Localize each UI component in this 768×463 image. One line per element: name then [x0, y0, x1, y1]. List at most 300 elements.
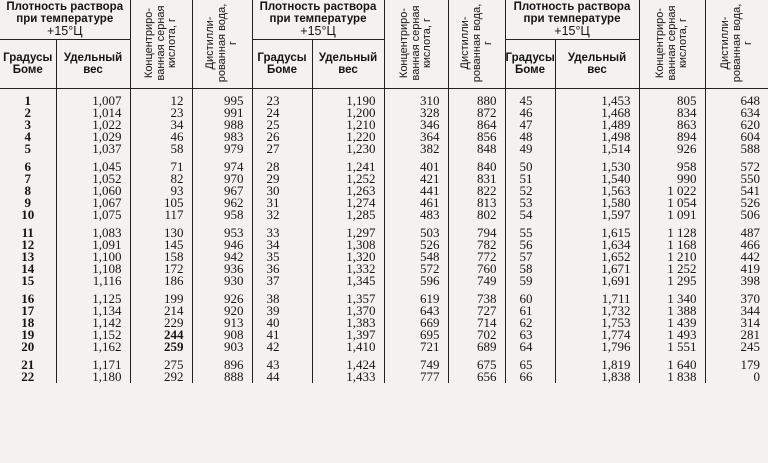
deg-value: 6 — [24, 159, 31, 174]
acid-value: 1 091 — [667, 207, 697, 222]
water-value: 983 — [224, 129, 244, 144]
sg-value: 1,357 — [346, 291, 376, 306]
water-value: 782 — [477, 237, 497, 252]
sg-value: 1,091 — [92, 237, 122, 252]
acid-value: 292 — [164, 369, 184, 384]
water-header-3: Дистилли-рованная вода, г — [705, 0, 768, 89]
deg-value: 59 — [519, 273, 533, 288]
deg-value: 4 — [24, 129, 31, 144]
water-value: 714 — [477, 315, 497, 330]
deg-value: 14 — [21, 261, 35, 276]
deg-value: 53 — [519, 195, 533, 210]
density-header-1: Плотность раствора при температуре +15°Ц — [0, 0, 130, 40]
acid-value: 958 — [677, 159, 697, 174]
deg-value: 46 — [519, 105, 533, 120]
cell-water — [448, 287, 505, 353]
deg-value: 35 — [266, 249, 280, 264]
acid-value: 721 — [420, 339, 440, 354]
water-value: 991 — [224, 105, 244, 120]
deg-value: 65 — [519, 357, 533, 372]
sg-value: 1,753 — [601, 315, 631, 330]
deg-value: 22 — [21, 369, 35, 384]
water-value: 344 — [740, 303, 760, 318]
sg-value: 1,498 — [601, 129, 631, 144]
water-value: 840 — [477, 159, 497, 174]
acid-value: 596 — [420, 273, 440, 288]
cell-sg — [555, 353, 639, 383]
cell-deg — [0, 155, 56, 221]
acid-value: 130 — [164, 225, 184, 240]
deg-value: 48 — [519, 129, 533, 144]
water-value: 930 — [224, 273, 244, 288]
acid-value: 643 — [420, 303, 440, 318]
cell-acid — [130, 155, 192, 221]
cell-water — [192, 353, 252, 383]
acid-value: 117 — [164, 207, 184, 222]
sg-value: 1,142 — [92, 315, 122, 330]
cell-deg — [505, 353, 555, 383]
water-value: 872 — [477, 105, 497, 120]
acid-value: 1 168 — [667, 237, 697, 252]
degrees-header-3: Градусы Боме — [505, 40, 555, 89]
water-value: 970 — [224, 171, 244, 186]
acid-value: 82 — [170, 171, 184, 186]
water-header-2: Дистилли-рованная вода, г — [448, 0, 505, 89]
water-value: 702 — [477, 327, 497, 342]
table-row-block — [0, 155, 768, 221]
water-value: 856 — [477, 129, 497, 144]
acid-value: 346 — [420, 117, 440, 132]
water-value: 958 — [224, 207, 244, 222]
deg-value: 38 — [266, 291, 280, 306]
deg-value: 8 — [24, 183, 31, 198]
acid-value: 695 — [420, 327, 440, 342]
acid-value: 483 — [420, 207, 440, 222]
sg-value: 1,014 — [92, 105, 122, 120]
cell-sg — [56, 287, 130, 353]
sg-value: 1,489 — [601, 117, 631, 132]
acid-value: 1 493 — [667, 327, 697, 342]
deg-value: 39 — [266, 303, 280, 318]
cell-sg — [56, 89, 130, 156]
sg-value: 1,597 — [601, 207, 631, 222]
deg-value: 17 — [21, 303, 35, 318]
cell-acid — [130, 221, 192, 287]
cell-sg — [312, 155, 384, 221]
water-value: 550 — [740, 171, 760, 186]
acid-value: 71 — [170, 159, 184, 174]
acid-value: 1 295 — [667, 273, 697, 288]
deg-value: 55 — [519, 225, 533, 240]
acid-value: 1 551 — [667, 339, 697, 354]
deg-value: 2 — [24, 105, 31, 120]
cell-acid — [130, 353, 192, 383]
deg-value: 26 — [266, 129, 280, 144]
water-value: 506 — [740, 207, 760, 222]
cell-acid — [384, 287, 448, 353]
deg-value: 15 — [21, 273, 35, 288]
acid-value: 777 — [420, 369, 440, 384]
sg-value: 1,345 — [346, 273, 376, 288]
deg-value: 44 — [266, 369, 280, 384]
deg-value: 30 — [266, 183, 280, 198]
sg-value: 1,732 — [601, 303, 631, 318]
water-value: 794 — [477, 225, 497, 240]
sg-value: 1,171 — [92, 357, 122, 372]
deg-value: 49 — [519, 141, 533, 156]
water-value: 541 — [740, 183, 760, 198]
acid-value: 229 — [164, 315, 184, 330]
deg-value: 11 — [21, 225, 34, 240]
water-value: 979 — [224, 141, 244, 156]
sg-value: 1,453 — [601, 93, 631, 108]
water-value: 974 — [224, 159, 244, 174]
sg-value: 1,308 — [346, 237, 376, 252]
sg-value: 1,397 — [346, 327, 376, 342]
acid-value: 548 — [420, 249, 440, 264]
water-value: 727 — [477, 303, 497, 318]
cell-deg — [0, 89, 56, 156]
acid-value: 834 — [677, 105, 697, 120]
water-value: 648 — [740, 93, 760, 108]
acid-value: 572 — [420, 261, 440, 276]
water-value: 813 — [477, 195, 497, 210]
acid-value: 186 — [164, 273, 184, 288]
cell-deg — [252, 287, 312, 353]
sg-value: 1,383 — [346, 315, 376, 330]
water-value: 995 — [224, 93, 244, 108]
acid-value: 1 340 — [667, 291, 697, 306]
deg-value: 3 — [24, 117, 31, 132]
table-row-block — [0, 221, 768, 287]
sg-value: 1,125 — [92, 291, 122, 306]
deg-value: 29 — [266, 171, 280, 186]
sg-value: 1,180 — [92, 369, 122, 384]
deg-value: 25 — [266, 117, 280, 132]
acid-value: 93 — [170, 183, 184, 198]
cell-water — [192, 221, 252, 287]
water-value: 920 — [224, 303, 244, 318]
acid-value: 1 022 — [667, 183, 697, 198]
acid-value: 1 388 — [667, 303, 697, 318]
cell-acid — [384, 353, 448, 383]
cell-sg — [312, 221, 384, 287]
deg-value: 54 — [519, 207, 533, 222]
sg-value: 1,433 — [346, 369, 376, 384]
cell-acid — [130, 287, 192, 353]
acid-value: 23 — [170, 105, 184, 120]
deg-value: 50 — [519, 159, 533, 174]
deg-value: 36 — [266, 261, 280, 276]
acid-value: 1 128 — [667, 225, 697, 240]
table-row-block — [0, 89, 768, 156]
cell-deg — [252, 155, 312, 221]
acid-value: 401 — [420, 159, 440, 174]
deg-value: 23 — [266, 93, 280, 108]
deg-value: 21 — [21, 357, 35, 372]
deg-value: 41 — [266, 327, 280, 342]
cell-water — [705, 89, 768, 156]
water-header-1: Дистилли-рованная вода, г — [192, 0, 252, 89]
acid-value: 441 — [420, 183, 440, 198]
water-value: 675 — [477, 357, 497, 372]
water-value: 988 — [224, 117, 244, 132]
sg-value: 1,285 — [346, 207, 376, 222]
water-value: 634 — [740, 105, 760, 120]
deg-value: 5 — [24, 141, 31, 156]
water-value: 245 — [740, 339, 760, 354]
water-value: 398 — [740, 273, 760, 288]
sg-value: 1,200 — [346, 105, 376, 120]
deg-value: 19 — [21, 327, 35, 342]
water-value: 487 — [740, 225, 760, 240]
sg-value: 1,075 — [92, 207, 122, 222]
acid-value: 805 — [677, 93, 697, 108]
specific-header-3: Удельный вес — [555, 40, 639, 89]
sg-value: 1,029 — [92, 129, 122, 144]
acid-value: 1 252 — [667, 261, 697, 276]
acid-value: 526 — [420, 237, 440, 252]
water-value: 831 — [477, 171, 497, 186]
deg-value: 9 — [24, 195, 31, 210]
cell-sg — [56, 353, 130, 383]
water-value: 0 — [753, 369, 760, 384]
sg-value: 1,711 — [601, 291, 631, 306]
sg-value: 1,540 — [601, 171, 631, 186]
deg-value: 66 — [519, 369, 533, 384]
acid-value: 1 210 — [667, 249, 697, 264]
density-header-2: Плотность раствора при температуре +15°Ц — [252, 0, 384, 40]
acid-value: 34 — [170, 117, 184, 132]
sg-value: 1,615 — [601, 225, 631, 240]
cell-water — [192, 287, 252, 353]
water-value: 656 — [477, 369, 497, 384]
cell-water — [705, 353, 768, 383]
acid-value: 1 054 — [667, 195, 697, 210]
sg-value: 1,022 — [92, 117, 122, 132]
acid-value: 244 — [164, 327, 184, 342]
deg-value: 42 — [266, 339, 280, 354]
deg-value: 28 — [266, 159, 280, 174]
table-row-block — [0, 287, 768, 353]
deg-value: 27 — [266, 141, 280, 156]
acid-value: 421 — [420, 171, 440, 186]
deg-value: 51 — [519, 171, 533, 186]
cell-deg — [0, 353, 56, 383]
acid-value: 364 — [420, 129, 440, 144]
acid-value: 1 640 — [667, 357, 697, 372]
sg-value: 1,370 — [346, 303, 376, 318]
deg-value: 56 — [519, 237, 533, 252]
sg-value: 1,774 — [601, 327, 631, 342]
deg-value: 64 — [519, 339, 533, 354]
water-value: 572 — [740, 159, 760, 174]
deg-value: 61 — [519, 303, 533, 318]
water-value: 588 — [740, 141, 760, 156]
sg-value: 1,796 — [601, 339, 631, 354]
sg-value: 1,652 — [601, 249, 631, 264]
acid-value: 172 — [164, 261, 184, 276]
water-value: 913 — [224, 315, 244, 330]
cell-acid — [130, 89, 192, 156]
cell-deg — [505, 155, 555, 221]
cell-water — [448, 353, 505, 383]
water-value: 903 — [224, 339, 244, 354]
cell-deg — [0, 287, 56, 353]
water-value: 936 — [224, 261, 244, 276]
acid-value: 310 — [420, 93, 440, 108]
cell-acid — [384, 221, 448, 287]
cell-acid — [639, 353, 705, 383]
deg-value: 37 — [266, 273, 280, 288]
deg-value: 62 — [519, 315, 533, 330]
sg-value: 1,060 — [92, 183, 122, 198]
water-value: 370 — [740, 291, 760, 306]
sg-value: 1,424 — [346, 357, 376, 372]
sg-value: 1,052 — [92, 171, 122, 186]
water-value: 442 — [740, 249, 760, 264]
water-value: 281 — [740, 327, 760, 342]
water-value: 419 — [740, 261, 760, 276]
deg-value: 63 — [519, 327, 533, 342]
water-value: 620 — [740, 117, 760, 132]
cell-deg — [0, 221, 56, 287]
cell-water — [448, 155, 505, 221]
sg-value: 1,580 — [601, 195, 631, 210]
water-value: 802 — [477, 207, 497, 222]
water-value: 772 — [477, 249, 497, 264]
cell-sg — [312, 353, 384, 383]
acid-value: 926 — [677, 141, 697, 156]
water-value: 848 — [477, 141, 497, 156]
acid-value: 1 439 — [667, 315, 697, 330]
sg-value: 1,530 — [601, 159, 631, 174]
sg-value: 1,007 — [92, 93, 122, 108]
deg-value: 52 — [519, 183, 533, 198]
acid-value: 619 — [420, 291, 440, 306]
cell-deg — [252, 353, 312, 383]
cell-water — [192, 89, 252, 156]
sg-value: 1,468 — [601, 105, 631, 120]
sg-value: 1,210 — [346, 117, 376, 132]
acid-value: 328 — [420, 105, 440, 120]
deg-value: 31 — [266, 195, 280, 210]
cell-water — [705, 287, 768, 353]
water-value: 953 — [224, 225, 244, 240]
water-value: 908 — [224, 327, 244, 342]
sg-value: 1,691 — [601, 273, 631, 288]
water-value: 760 — [477, 261, 497, 276]
sg-value: 1,514 — [601, 141, 631, 156]
cell-water — [448, 89, 505, 156]
deg-value: 7 — [24, 171, 31, 186]
water-value: 738 — [477, 291, 497, 306]
cell-water — [448, 221, 505, 287]
cell-water — [705, 221, 768, 287]
cell-deg — [505, 221, 555, 287]
cell-sg — [555, 155, 639, 221]
water-value: 526 — [740, 195, 760, 210]
deg-value: 47 — [519, 117, 533, 132]
degrees-header-2: Градусы Боме — [252, 40, 312, 89]
degrees-header-1: Градусы Боме — [3, 52, 53, 76]
deg-value: 12 — [21, 237, 35, 252]
sg-value: 1,297 — [346, 225, 376, 240]
sg-value: 1,563 — [601, 183, 631, 198]
cell-acid — [639, 221, 705, 287]
deg-value: 45 — [519, 93, 533, 108]
sg-value: 1,190 — [346, 93, 376, 108]
deg-value: 10 — [21, 207, 35, 222]
water-value: 896 — [224, 357, 244, 372]
acid-value: 12 — [170, 93, 184, 108]
specific-header-1: Удельный вес — [56, 40, 130, 89]
deg-value: 1 — [24, 93, 31, 108]
deg-value: 60 — [519, 291, 533, 306]
sg-value: 1,320 — [346, 249, 376, 264]
sg-value: 1,332 — [346, 261, 376, 276]
water-value: 880 — [477, 93, 497, 108]
cell-sg — [312, 287, 384, 353]
deg-value: 32 — [266, 207, 280, 222]
cell-deg — [505, 287, 555, 353]
acid-value: 990 — [677, 171, 697, 186]
deg-value: 43 — [266, 357, 280, 372]
water-value: 888 — [224, 369, 244, 384]
sg-value: 1,134 — [92, 303, 122, 318]
acid-value: 105 — [164, 195, 184, 210]
sg-value: 1,116 — [92, 273, 122, 288]
cell-sg — [312, 89, 384, 156]
cell-sg — [56, 221, 130, 287]
water-value: 967 — [224, 183, 244, 198]
cell-acid — [639, 155, 705, 221]
cell-sg — [56, 155, 130, 221]
acid-value: 503 — [420, 225, 440, 240]
deg-value: 33 — [266, 225, 280, 240]
cell-deg — [252, 89, 312, 156]
acid-header-3: Концентриро-ванная серная кислота, г — [639, 0, 705, 89]
sg-value: 1,241 — [346, 159, 376, 174]
sg-value: 1,274 — [346, 195, 376, 210]
water-value: 926 — [224, 291, 244, 306]
water-value: 962 — [224, 195, 244, 210]
sg-value: 1,152 — [92, 327, 122, 342]
sg-value: 1,045 — [92, 159, 122, 174]
acid-value: 199 — [164, 291, 184, 306]
deg-value: 58 — [519, 261, 533, 276]
water-value: 604 — [740, 129, 760, 144]
water-value: 314 — [740, 315, 760, 330]
acid-value: 669 — [420, 315, 440, 330]
density-header-3: Плотность раствора при температуре +15°Ц — [505, 0, 639, 40]
sg-value: 1,252 — [346, 171, 376, 186]
water-value: 466 — [740, 237, 760, 252]
water-value: 946 — [224, 237, 244, 252]
cell-deg — [252, 221, 312, 287]
cell-sg — [555, 221, 639, 287]
sg-value: 1,634 — [601, 237, 631, 252]
sg-value: 1,838 — [601, 369, 631, 384]
cell-water — [705, 155, 768, 221]
sg-value: 1,263 — [346, 183, 376, 198]
deg-value: 40 — [266, 315, 280, 330]
acid-value: 1 838 — [667, 369, 697, 384]
acid-value: 46 — [170, 129, 184, 144]
acid-value: 863 — [677, 117, 697, 132]
deg-value: 34 — [266, 237, 280, 252]
cell-acid — [639, 287, 705, 353]
